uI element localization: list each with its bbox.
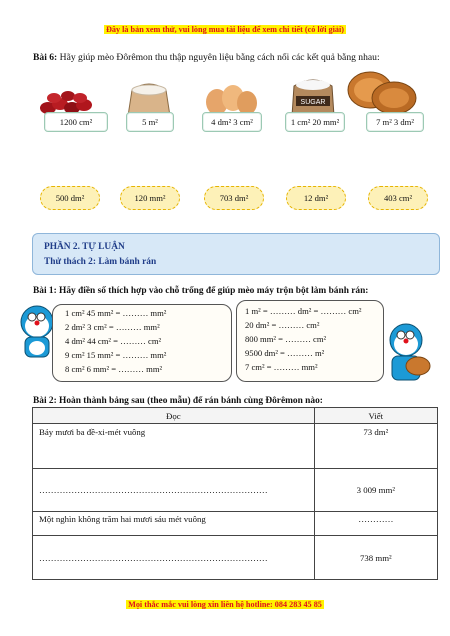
match-top-box[interactable]: 4 dm² 3 cm² (202, 112, 262, 132)
match-bottom-oval[interactable]: 703 dm² (204, 186, 264, 210)
table-row (33, 512, 438, 536)
write-cell: 3 009 mm² (314, 469, 437, 512)
write-cell[interactable]: ………… (314, 512, 437, 536)
read-cell[interactable]: …………………………………………………………………… (33, 469, 315, 512)
match-bottom-oval[interactable]: 120 mm² (120, 186, 180, 210)
challenge-title: Thử thách 2: Làm bánh rán (44, 257, 157, 267)
hotline-banner (0, 600, 450, 609)
conversion-line: 1 cm² 45 mm² = ……… mm² (65, 308, 167, 318)
conversion-line: 7 cm² = ……… mm² (245, 362, 318, 372)
conversion-line: 800 mm² = ……… cm² (245, 334, 327, 344)
match-top-box[interactable]: 1200 cm² (44, 112, 108, 132)
write-cell: 73 dm² (314, 424, 437, 469)
doraemon-right-image (384, 322, 434, 386)
read-cell: Một nghìn không trăm hai mươi sáu mét vuông (33, 512, 315, 536)
exercise-1-right-box (236, 300, 384, 382)
reading-writing-table (32, 407, 438, 580)
conversion-line: 20 dm² = ……… cm² (245, 320, 320, 330)
conversion-line: 9500 dm² = ……… m² (245, 348, 325, 358)
doraemon-left-image (15, 304, 57, 364)
conversion-line: 1 m² = ……… dm² = ……… cm² (245, 306, 362, 316)
conversion-line: 9 cm² 15 mm² = ……… mm² (65, 350, 167, 360)
conversion-line: 2 dm² 3 cm² = ……… mm² (65, 322, 160, 332)
part-2-title: PHẦN 2. TỰ LUẬN (44, 242, 125, 252)
hotline-text: Mọi thắc mắc vui lòng xin liên hệ hotline: 084 283 45 85 (128, 600, 322, 609)
table-row (33, 469, 438, 512)
match-bottom-oval[interactable]: 403 cm² (368, 186, 428, 210)
exercise-6-heading (33, 52, 380, 63)
exercise-1-title: Bài 1: Hãy điền số thích hợp vào chỗ trống để giúp mèo máy trộn bột làm bánh rán: (33, 286, 369, 296)
read-cell[interactable]: …………………………………………………………………… (33, 536, 315, 580)
table-row (33, 424, 438, 469)
sugar-sack-label: SUGAR (300, 99, 326, 106)
exercise-6-label: Bài 6: (33, 52, 58, 63)
table-header-row (33, 408, 438, 424)
match-top-box[interactable]: 1 cm² 20 mm² (285, 112, 345, 132)
read-cell: Bảy mươi ba đề-xi-mét vuông (33, 424, 315, 469)
match-bottom-oval[interactable]: 12 dm² (286, 186, 346, 210)
ingredient-pictures (30, 68, 430, 118)
exercise-1-left-box (52, 304, 232, 382)
exercise-2-title: Bài 2: Hoàn thành bảng sau (theo mẫu) để rán bánh cùng Đôrêmon nào: (33, 396, 323, 406)
conversion-line: 4 dm² 44 cm² = ……… cm² (65, 336, 162, 346)
match-top-box[interactable]: 5 m² (126, 112, 174, 132)
exercise-6-text: Hãy giúp mèo Đôrêmon thu thập nguyên liệu bằng cách nối các kết quả bằng nhau: (57, 52, 380, 63)
column-header-read: Đọc (33, 408, 315, 424)
eggs-image (203, 82, 259, 116)
match-bottom-oval[interactable]: 500 dm² (40, 186, 100, 210)
preview-banner-text: Đây là bản xem thử, vui lòng mua tài liệu để xem chi tiết (có lời giải) (105, 25, 344, 34)
preview-banner (0, 25, 450, 34)
conversion-line: 8 cm² 6 mm² = ……… mm² (65, 364, 163, 374)
part-2-header (32, 233, 440, 275)
match-top-box[interactable]: 7 m² 3 dm² (366, 112, 424, 132)
dorayaki-image (342, 68, 420, 118)
table-row (33, 536, 438, 580)
write-cell: 738 mm² (314, 536, 437, 580)
column-header-write: Viết (314, 408, 437, 424)
